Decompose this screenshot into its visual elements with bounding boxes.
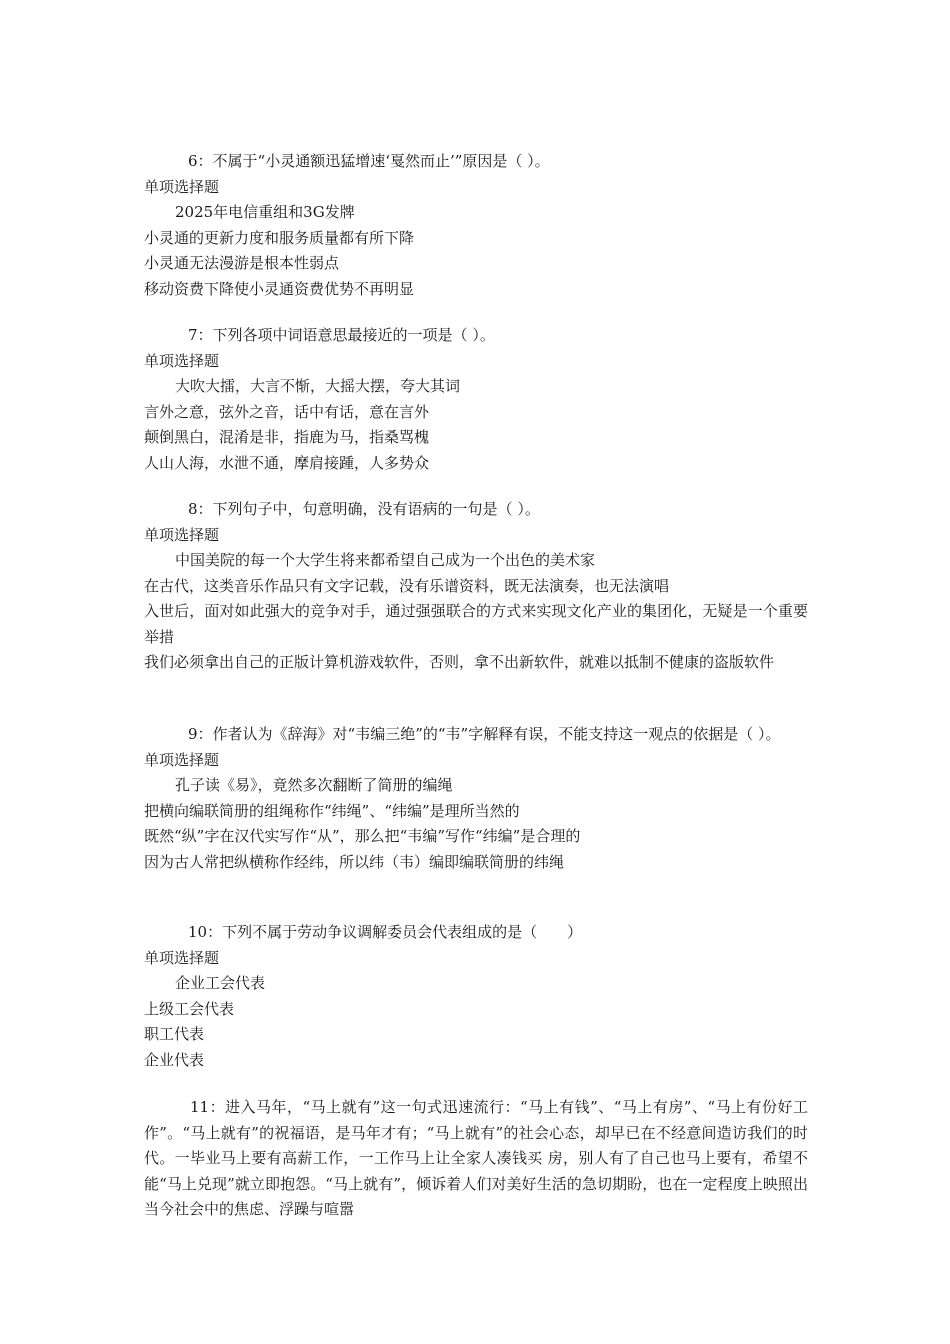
question-type: 单项选择题: [144, 948, 220, 967]
question-stem: 9：作者认为《辞海》对“韦编三绝”的“韦”字解释有误，不能支持这一观点的依据是（ ）。: [188, 725, 781, 743]
question-7: [144, 323, 808, 476]
option-c: 入世后，面对如此强大的竞争对手，通过强强联合的方式来实现文化产业的集团化，无疑是一个重要举措: [144, 602, 808, 646]
question-stem: 10：下列不属于劳动争议调解委员会代表组成的是（ ）: [188, 923, 583, 941]
question-10: [144, 920, 808, 1073]
question-stem: 8：下列句子中，句意明确，没有语病的一句是（ ）。: [188, 500, 540, 518]
option-d: 人山人海，水泄不通，摩肩接踵，人多势众: [144, 453, 430, 472]
option-d: 移动资费下降使小灵通资费优势不再明显: [144, 279, 415, 298]
question-11: [144, 1095, 808, 1223]
option-b: 小灵通的更新力度和服务质量都有所下降: [144, 228, 415, 247]
option-a: 孔子读《易》，竟然多次翻断了简册的编绳: [175, 776, 453, 794]
option-a: 2025年电信重组和3G发牌: [175, 203, 355, 221]
option-b: 言外之意，弦外之音，话中有话，意在言外: [144, 402, 430, 421]
question-type: 单项选择题: [144, 351, 220, 370]
question-11-passage: 11：进入马年，“马上就有”这一句式迅速流行：“马上有钱”、“马上有房”、“马上有份好工作”。“马上就有”的祝福语，是马年才有；“马上就有”的社会心态，却早已在不经意间造访我们的时代。一毕业马上要有高薪工作，一工作马上让全家人凑钱买 房，别人有了自己也马上要有，希望不能“马上兑现”就立即抱怨。“马上就有”，倾诉着人们对美好生活的急切期盼，也在一定程度上映照出当今社会中的焦虑、浮躁与喧嚣: [144, 1098, 808, 1218]
option-d: 因为古人常把纵横称作经纬，所以纬（韦）编即编联简册的纬绳: [144, 852, 565, 871]
question-9: [144, 722, 808, 875]
question-8: [144, 497, 808, 676]
option-a: 企业工会代表: [175, 974, 266, 992]
option-c: 颠倒黑白，混淆是非，指鹿为马，指桑骂槐: [144, 428, 430, 446]
option-a: 大吹大擂，大言不惭，大摇大摆，夸大其词: [175, 377, 461, 395]
option-d: 我们必须拿出自己的正版计算机游戏软件，否则，拿不出新软件，就难以抵制不健康的盗版软件: [144, 653, 775, 671]
option-b: 上级工会代表: [144, 999, 235, 1018]
option-b: 在古代，这类音乐作品只有文字记载，没有乐谱资料，既无法演奏，也无法演唱: [144, 576, 670, 595]
option-c: 小灵通无法漫游是根本性弱点: [144, 254, 340, 272]
option-c: 职工代表: [144, 1025, 205, 1043]
option-d: 企业代表: [144, 1050, 205, 1069]
question-type: 单项选择题: [144, 177, 220, 196]
question-type: 单项选择题: [144, 525, 220, 544]
option-c: 既然“纵”字在汉代实写作“从”，那么把“韦编”写作“纬编”是合理的: [144, 827, 581, 845]
question-type: 单项选择题: [144, 750, 220, 769]
question-6: [144, 149, 808, 302]
option-a: 中国美院的每一个大学生将来都希望自己成为一个出色的美术家: [175, 551, 596, 569]
option-b: 把横向编联简册的组绳称作“纬绳”、“纬编”是理所当然的: [144, 801, 520, 820]
question-stem: 7：下列各项中词语意思最接近的一项是（ ）。: [188, 326, 495, 344]
question-stem: 6：不属于“小灵通额迅猛增速‘戛然而止’”原因是（ ）。: [188, 152, 550, 170]
